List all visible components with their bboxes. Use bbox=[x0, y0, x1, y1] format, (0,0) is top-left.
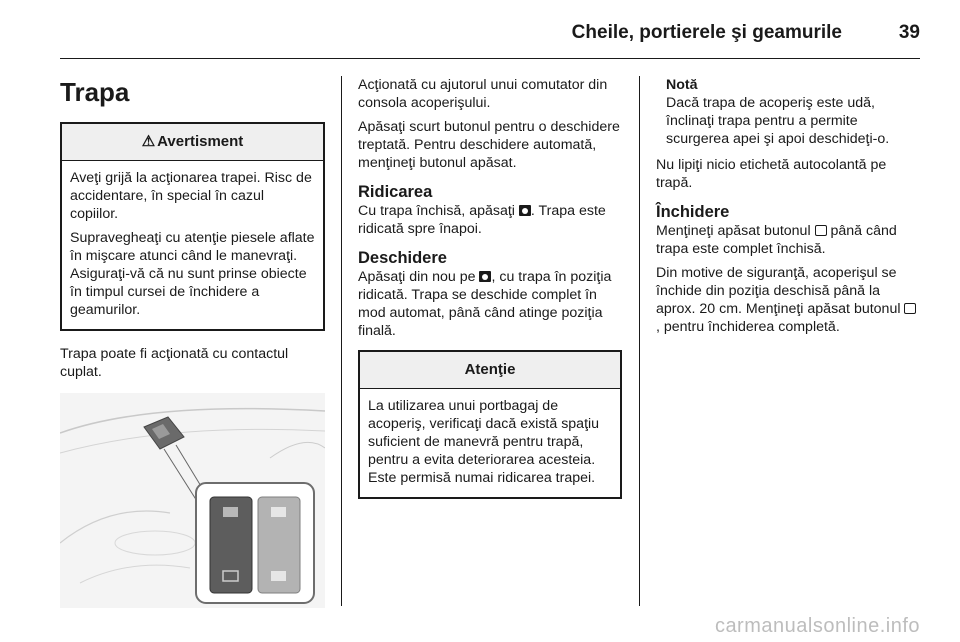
tilt-button-zoom bbox=[210, 497, 252, 593]
column-1 bbox=[60, 76, 325, 608]
deschidere-text-b: , cu trapa în poziţia ridicată. Trapa se deschide complet în mod automat, până când atinge poziţia finală. bbox=[358, 269, 612, 339]
paragraph-press: Apăsaţi scurt butonul pentru o deschidere treptată. Pentru deschidere automată, menţineţi butonul apăsat. bbox=[358, 119, 620, 171]
paragraph-ridicarea bbox=[358, 202, 622, 238]
section-title: Trapa bbox=[60, 77, 130, 107]
caution-box bbox=[358, 350, 622, 499]
ridicarea-text-b: . Trapa este ridicată spre înapoi. bbox=[358, 203, 606, 237]
warning-heading-text: Avertisment bbox=[157, 133, 244, 150]
roof-console-drawing bbox=[60, 393, 325, 608]
header-rule bbox=[60, 58, 920, 59]
close-button-icon bbox=[904, 303, 916, 314]
paragraph-deschidere bbox=[358, 268, 622, 340]
slide-button-zoom bbox=[258, 497, 300, 593]
safety-text-a: Din motive de siguranţă, acoperişul se închide din poziţia deschisă până la aprox. 20 cm. Menţineţi apăsat butonul bbox=[656, 265, 905, 317]
column-divider-1 bbox=[341, 76, 342, 606]
paragraph-ignition: Trapa poate fi acţionată cu contactul cuplat. bbox=[60, 346, 289, 380]
close-button-icon bbox=[815, 225, 827, 236]
watermark: carmanualsonline.info bbox=[714, 615, 920, 637]
warning-paragraph-1: Aveţi grijă la acţionarea trapei. Risc de accidentare, în special în cazul copiilor. bbox=[70, 170, 312, 222]
warning-paragraph-2: Supravegheaţi cu atenţie piesele aflate în mişcare atunci când le manevraţi. Asiguraţi-vă că nu sunt prinse obiecte în timpul cursei de închidere a geamurilor. bbox=[70, 230, 315, 318]
page-number: 39 bbox=[898, 22, 920, 43]
heading-ridicarea: Ridicarea bbox=[358, 183, 433, 201]
tilt-button-icon bbox=[519, 205, 531, 216]
caution-heading: Atenţie bbox=[360, 352, 620, 389]
heading-inchidere: Închidere bbox=[656, 203, 730, 221]
paragraph-inchidere bbox=[656, 222, 920, 258]
heading-deschidere: Deschidere bbox=[358, 249, 447, 267]
ridicarea-text-a: Cu trapa închisă, apăsaţi bbox=[358, 203, 519, 219]
inchidere-text-b: până când trapa este complet închisă. bbox=[656, 223, 897, 257]
note-body: Dacă trapa de acoperiş este udă, înclinaţi trapa pentru a permite scurgerea apei şi apoi deschideţi-o. bbox=[666, 95, 890, 147]
note-title: Notă bbox=[666, 77, 698, 93]
inchidere-text-a: Menţineţi apăsat butonul bbox=[656, 223, 815, 239]
page-header bbox=[0, 0, 960, 60]
deschidere-text-a: Apăsaţi din nou pe bbox=[358, 269, 480, 285]
warning-triangle-icon: ⚠ bbox=[141, 133, 156, 150]
column-2 bbox=[358, 76, 622, 513]
column-divider-2 bbox=[639, 76, 640, 606]
warning-box bbox=[60, 122, 325, 331]
column-3 bbox=[656, 76, 920, 342]
sunroof-switch-illustration bbox=[60, 393, 325, 608]
header-title: Cheile, portierele şi geamurile bbox=[571, 22, 842, 43]
paragraph-sticker: Nu lipiţi nicio etichetă autocolantă pe trapă. bbox=[656, 157, 887, 191]
caution-body: La utilizarea unui portbagaj de acoperiş, verificaţi dacă există spaţiu suficient de manevră pentru trapă, pentru a evita deteriorarea acesteia. Este permisă numai ridicarea trapei. bbox=[368, 398, 600, 486]
tilt-button-icon bbox=[479, 271, 491, 282]
paragraph-console: Acţionată cu ajutorul unui comutator din consola acoperişului. bbox=[358, 77, 608, 111]
safety-text-b: , pentru închiderea completă. bbox=[656, 319, 840, 335]
paragraph-safety bbox=[656, 264, 920, 336]
warning-heading bbox=[62, 124, 323, 161]
